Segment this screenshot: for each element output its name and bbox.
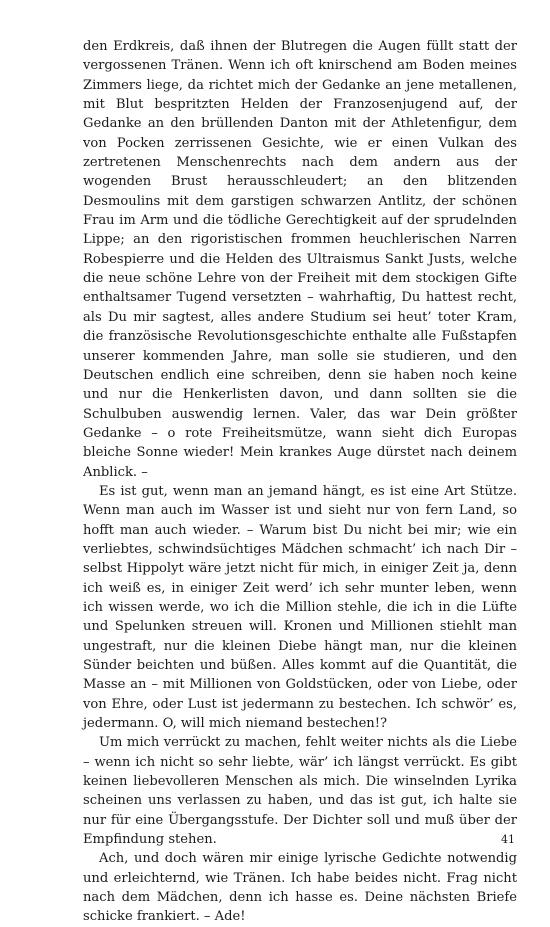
page-number: 41 bbox=[501, 833, 515, 846]
paragraph-3: Um mich verrückt zu machen, fehlt weiter nichts als die Liebe – wenn ich nicht so sehr liebte, wär’ ich längst verrückt. Es gibt keinen liebevolleren Menschen als mich. Die winselnden Lyrika scheinen uns verlassen zu haben, und das ist gut, ich halte sie nur für eine Übergangsstufe. Der Dichter soll und muß über der Empfindung stehen. bbox=[83, 735, 517, 848]
body-text bbox=[83, 37, 517, 927]
paragraph-2: Es ist gut, wenn man an jemand hängt, es ist eine Art Stütze. Wenn man auch im Wasser ist und sieht nur von fern Land, so hofft man auch wieder. – Warum bist Du nicht bei mir; wie ein verliebtes, schwindsüchtiges Mädchen schmacht’ ich nach Dir – selbst Hippolyt wäre jetzt nicht für mich, in einiger Zeit ja, denn ich weiß es, in einiger Zeit werd’ ich sehr munter leben, wenn ich wissen werde, wo ich die Million stehle, die ich in die Lüfte und Spelunken streuen will. Kronen und Millionen stiehlt man ungestraft, nur die kleinen Diebe hängt man, nur die kleinen Sünder beichten und büßen. Alles kommt auf die Quantität, die Masse an – mit Millionen von Goldstücken, oder von Liebe, oder von Ehre, oder Lust ist jedermann zu bestechen. Ich schwör’ es, jedermann. O, will mich niemand bestechen!? bbox=[83, 483, 517, 732]
paragraph-4: Ach, und doch wären mir einige lyrische Gedichte notwendig und erleichternd, wie Tränen. Ich habe beides nicht. Frag nicht nach dem Mädchen, denn ich hasse es. Deine nächsten Briefe schicke frankiert. – Ade! bbox=[83, 851, 517, 925]
paragraph-1: den Erdkreis, daß ihnen der Blutregen die Augen füllt statt der vergossenen Tränen. Wenn ich oft knirschend am Boden meines Zimmers liege, da richtet mich der Gedanke an jene metallenen, mit Blut bespritzten Helden der Franzosenjugend auf, der Gedanke an den brüllenden Danton mit der Athletenfigur, dem von Pocken zerrissenen Gesichte, wie er einen Vulkan des zertretenen Menschenrechts nach dem andern aus der wogenden Brust herausschleudert; an den blitzenden Desmoulins mit dem garstigen schwarzen Antlitz, der schönen Frau im Arm und die tödliche Gerechtigkeit auf der sprudelnden Lippe; an den rigoristischen frommen heuchlerischen Narren Robespierre und die Helden des Ultraismus Sankt Justs, welche die neue schöne Lehre von der Freiheit mit dem stockigen Gifte enthaltsamer Tugend versetzten – wahrhaftig, Du hattest recht, als Du mir sagtest, alles andere Studium sei heut’ toter Kram, die französische Revolutionsgeschichte enthalte alle Fußstapfen unserer kommenden Jahre, man solle sie studieren, und den Deutschen endlich eine schreiben, denn sie haben noch keine und nur die Henkerlisten davon, und dann sollten sie die Schulbuben auswendig lernen. Valer, das war Dein größter Gedanke – o rote Freiheitsmütze, wann sieht dich Europas bleiche Sonne wieder! Mein krankes Auge dürstet nach deinem Anblick. – bbox=[83, 39, 517, 480]
